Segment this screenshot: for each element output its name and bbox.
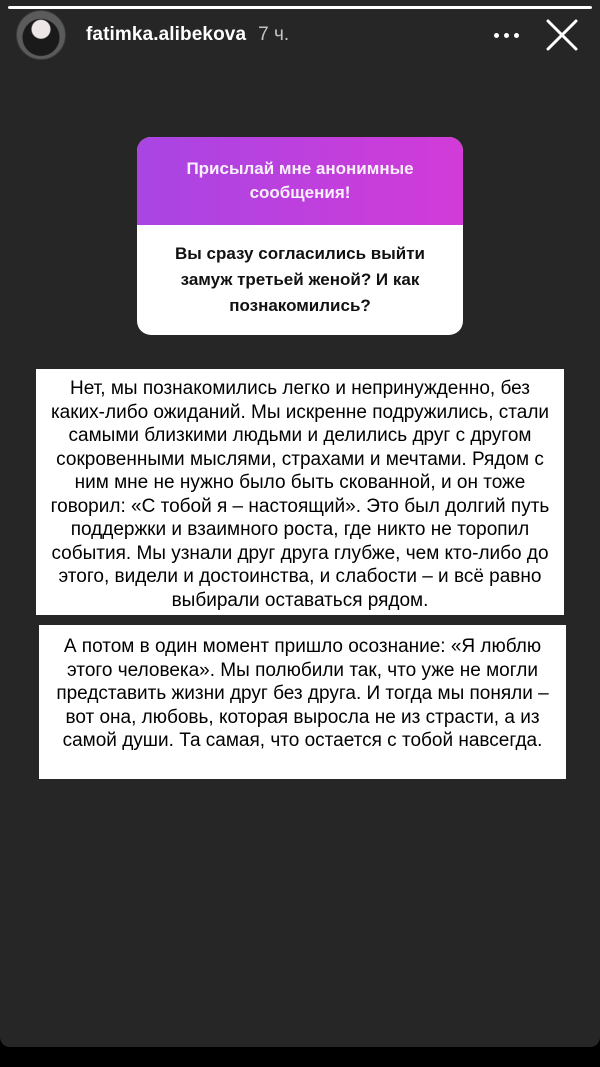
answer-text-block: Нет, мы познакомились легко и непринужденно, без каких-либо ожиданий. Мы искренне подружились, стали самыми близкими людьми и делились друг с другом сокровенными мыслями, страхами и мечтами. Рядом с ним мне не нужно было быть скованной, и он тоже говорил: «С тобой я – настоящий». Это был долгий путь поддержки и взаимного роста, где никто не торопил события. Мы узнали друг друга глубже, чем кто-либо до этого, видели и достоинства, и слабости – и всё равно выбирали оставаться рядом. [36, 369, 564, 615]
story-timestamp: 7 ч. [258, 24, 290, 45]
story-header [16, 10, 584, 60]
more-horizontal-icon [494, 33, 499, 38]
author-username[interactable]: fatimka.alibekova [86, 24, 247, 45]
story-progress-bar [8, 6, 592, 9]
answer-text-block: А потом в один момент пришло осознание: «Я люблю этого человека». Мы полюбили так, что уже не могли представить жизни друг без друга. И тогда мы поняли – вот она, любовь, которая выросла не из страсти, а из самой души. Та самая, что остается с тобой навсегда. [39, 625, 566, 779]
more-horizontal-icon [504, 33, 509, 38]
question-sticker[interactable] [137, 137, 463, 335]
question-sticker-prompt: Присылай мне анонимные сообщения! [186, 159, 414, 202]
close-icon [546, 19, 578, 51]
question-text: Вы сразу согласились выйти замуж третьей женой? И как познакомились? [175, 244, 425, 315]
question-sticker-header [137, 137, 463, 225]
avatar[interactable] [16, 10, 66, 60]
story-progress-fill [8, 6, 592, 9]
close-button[interactable] [540, 13, 584, 57]
more-options-button[interactable] [486, 15, 526, 55]
question-sticker-body [137, 225, 463, 335]
more-horizontal-icon [514, 33, 519, 38]
